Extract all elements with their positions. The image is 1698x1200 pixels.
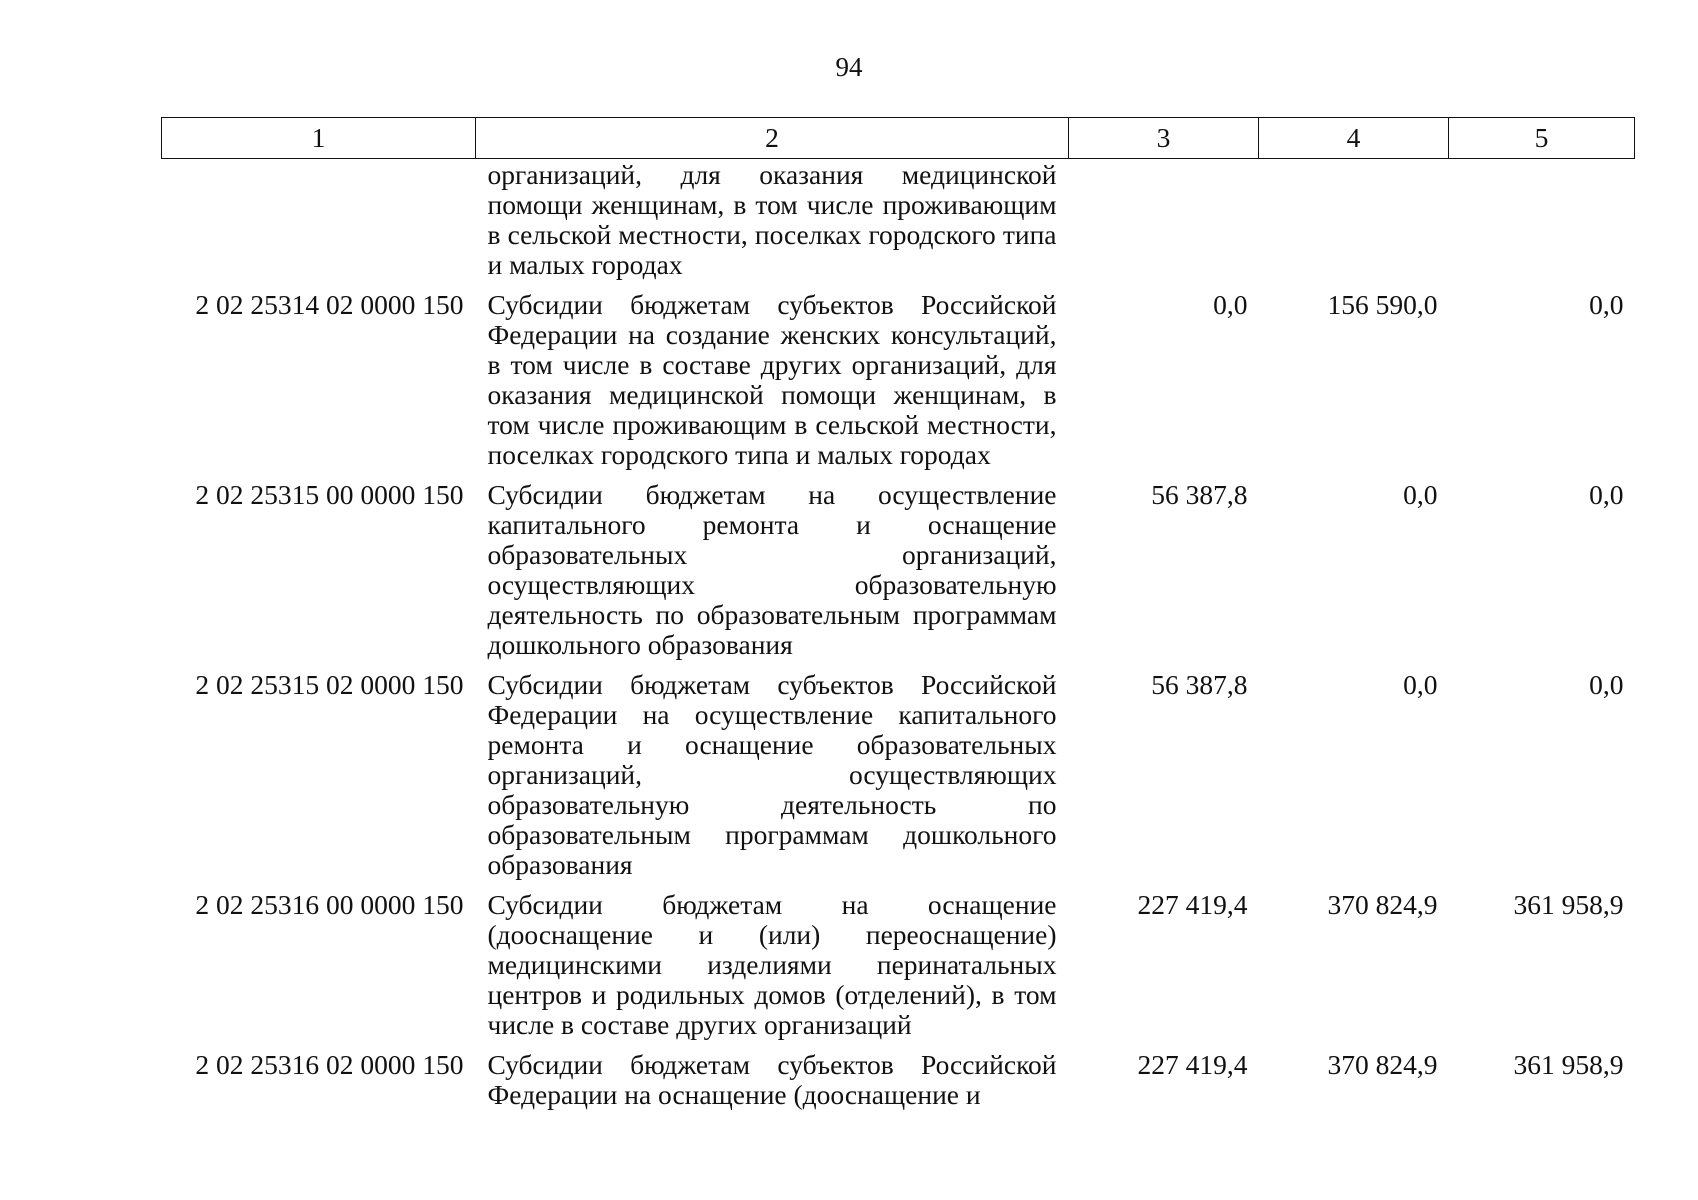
row-code: 2 02 25315 00 0000 150 [195, 479, 464, 510]
row-col4-value: 0,0 [1403, 669, 1438, 700]
row-col3-value: 227 419,4 [1137, 889, 1248, 920]
table-row [162, 660, 1635, 880]
table-row [162, 159, 1635, 281]
row-code: 2 02 25314 02 0000 150 [195, 289, 464, 320]
budget-table [161, 117, 1635, 1110]
row-col3-value: 227 419,4 [1137, 1049, 1248, 1080]
header-col-1: 1 [162, 118, 476, 159]
table-row [162, 470, 1635, 660]
row-col4-value: 156 590,0 [1327, 289, 1438, 320]
row-description: организаций, для оказания медицинской помощи женщинам, в том числе проживающим в сельской местности, поселках городского типа и малых городах [487, 159, 1057, 280]
row-col4-value: 370 824,9 [1327, 1049, 1438, 1080]
row-col4-value [1259, 159, 1449, 281]
row-code: 2 02 25316 00 0000 150 [195, 889, 464, 920]
row-col5-value: 361 958,9 [1513, 889, 1624, 920]
row-col4-value: 370 824,9 [1327, 889, 1438, 920]
row-col5-value: 0,0 [1589, 669, 1624, 700]
table-row [162, 1040, 1635, 1110]
page-number: 94 [835, 52, 863, 82]
row-code: 2 02 25315 02 0000 150 [195, 669, 464, 700]
row-col5-value [1449, 159, 1635, 281]
header-col-3: 3 [1069, 118, 1259, 159]
row-col3-value [1069, 159, 1259, 281]
row-col3-value: 56 387,8 [1151, 479, 1248, 510]
header-col-4: 4 [1259, 118, 1449, 159]
row-description: Субсидии бюджетам субъектов Российской Федерации на оснащение (дооснащение и [487, 1049, 1057, 1110]
row-col3-value: 56 387,8 [1151, 669, 1248, 700]
row-code: 2 02 25316 02 0000 150 [195, 1049, 464, 1080]
row-col4-value: 0,0 [1403, 479, 1438, 510]
row-col5-value: 0,0 [1589, 479, 1624, 510]
row-col5-value: 0,0 [1589, 289, 1624, 320]
row-description: Субсидии бюджетам на оснащение (дооснащение и (или) переоснащение) медицинскими изделиями перинатальных центров и родильных домов (отделений), в том числе в составе других организаций [487, 889, 1057, 1040]
row-description: Субсидии бюджетам на осуществление капитального ремонта и оснащение образовательных организаций, осуществляющих образовательную деятельность по образовательным программам дошкольного образования [487, 479, 1057, 660]
row-col5-value: 361 958,9 [1513, 1049, 1624, 1080]
row-description: Субсидии бюджетам субъектов Российской Федерации на осуществление капитального ремонта и оснащение образовательных организаций, осуществляющих образовательную деятельность по образовательным программам дошкольного образования [487, 669, 1057, 880]
header-col-2: 2 [476, 118, 1069, 159]
table-row [162, 880, 1635, 1040]
header-row [162, 118, 1635, 159]
row-description: Субсидии бюджетам субъектов Российской Федерации на создание женских консультаций, в том числе в составе других организаций, для оказания медицинской помощи женщинам, в том числе проживающим в сельской местности, поселках городского типа и малых городах [487, 289, 1057, 470]
header-col-5: 5 [1449, 118, 1635, 159]
table-body [162, 159, 1635, 1111]
row-code [162, 159, 476, 281]
table-row [162, 280, 1635, 470]
table-header [162, 118, 1635, 159]
row-col3-value: 0,0 [1213, 289, 1248, 320]
